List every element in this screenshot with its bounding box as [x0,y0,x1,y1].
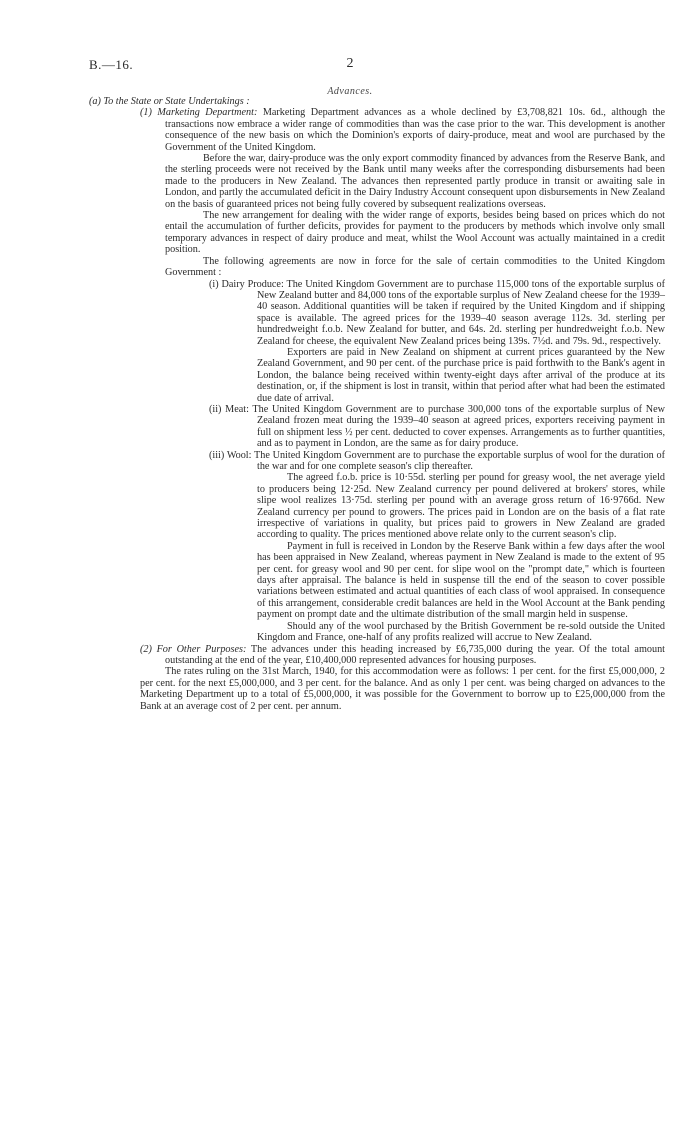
item-wool-resale: Should any of the wool purchased by the British Government be re-sold outside the United Kingdom and France, one-half of any profits realized will accrue to New Zealand. [257,620,665,644]
paragraph-marketing-department [89,107,665,153]
paragraph-rates: The rates ruling on the 31st March, 1940, for this accommodation were as follows: 1 per cent. for the first £5,000,000, 2 per cent. for the next £5,000,000, and 3 per cent. for the balance. And as only 1 per cent. was being charged on advances to the Marketing Department up to a total of £5,000,000, it was possible for the Government to borrow up to £25,000,000 from the Bank at an average cost of 2 per cent. per annum. [140,666,665,712]
paragraph-agreements-intro: The following agreements are now in force for the sale of certain commodities to the United Kingdom Government : [165,255,665,279]
item-dairy-produce-exporters: Exporters are paid in New Zealand on shipment at current prices guaranteed by the New Zealand Government, and 90 per cent. of the purchase price is paid forthwith to the Bank's agent in London, the balance being received within twenty-eight days after arrival of the produce at its destination, or, if the shipment is lost in transit, within that period after what had been the estimated due date of arrival. [257,346,665,404]
item-wool-price: The agreed f.o.b. price is 10·55d. sterling per pound for greasy wool, the net average yield to producers being 12·25d. New Zealand currency per pound delivered at brokers' stores, while slipe wool realizes 13·75d. sterling per pound with an average gross return of 16·9766d. New Zealand currency per pound to growers. The prices paid in London are on the basis of a flat rate irrespective of variations in quality, but prices paid to growers in New Zealand are graded according to quality. The prices mentioned above relate only to the current season's clip. [257,472,665,541]
page-number: 2 [346,56,354,71]
item-meat: (ii) Meat: The United Kingdom Government are to purchase 300,000 tons of the exportable surplus of New Zealand frozen meat during the 1939–40 season at agreed prices, exporters receiving payment in full on shipment less ½ per cent. deducted to cover expenses. Arrangements as to further quantities, and as to payment in London, are the same as for dairy produce. [209,403,665,450]
other-purposes-label: (2) For Other Purposes: [140,643,247,655]
item-wool: (iii) Wool: The United Kingdom Government are to purchase the exportable surplus of wool for the duration of the war and for one complete season's clip thereafter. [209,449,665,472]
item-dairy-produce: (i) Dairy Produce: The United Kingdom Government are to purchase 115,000 tons of the exportable surplus of New Zealand butter and 84,000 tons of the exportable surplus of New Zealand cheese for the 1939–40 season. Additional quantities will be taken if required by the United Kingdom and if shipping space is available. The agreed prices for the 1939–40 season average 112s. 3d. sterling per hundredweight f.o.b. New Zealand for butter, and 64s. 2d. sterling per hundredweight f.o.b. New Zealand for cheese, the equivalent New Zealand prices being 139s. 7½d. and 79s. 9d., respectively. [209,278,665,347]
other-purposes-text: The advances under this heading increased by £6,735,000 during the year. Of the total amount outstanding at the end of the year, £10,400,000 represented advances for housing purposes. [165,643,665,666]
subsection-heading-a: (a) To the State or State Undertakings : [89,96,250,107]
paragraph-before-war: Before the war, dairy-produce was the only export commodity financed by advances from the Reserve Bank, and the sterling proceeds were not received by the Bank until many weeks after the corresponding disbursements had been made to the producers in New Zealand. The advances then represented partly produce in transit or awaiting sale in London, and partly the accumulated deficit in the Dairy Industry Account consequent upon disbursements in New Zealand on the basis of guaranteed prices not being fully covered by subsequent realizations overseas. [165,153,665,210]
item-wool-payment: Payment in full is received in London by the Reserve Bank within a few days after the wool has been appraised in New Zealand, whereas payment in New Zealand is made to the extent of 95 per cent. for greasy wool and 90 per cent. for slipe wool on the "prompt date," which is fourteen days after appraisal. The balance is held in suspense till the end of the season to cover possible variations between estimated and actual quantities of each class of wool appraised. In consequence of this arrangement, considerable credit balances are held in the Wool Account at the Bank pending payment on prompt date and the ultimate distribution of the small margin held in suspense. [257,540,665,621]
paragraph-new-arrangement: The new arrangement for dealing with the wider range of exports, besides being based on prices which do not entail the accumulation of further deficits, provides for payment to the producers by methods which involve only small temporary advances in respect of dairy produce and meat, whilst the Wool Account was actually maintained in a credit position. [165,210,665,256]
paragraph-other-purposes [89,644,665,667]
document-body [89,96,665,712]
section-title: Advances. [327,86,373,97]
marketing-department-label: (1) Marketing Department: [140,107,258,119]
marketing-department-text: Marketing Department advances as a whole declined by £3,708,821 10s. 6d., although the transactions now embrace a wider range of commodities than was the case prior to the war. This development is another consequence of the new basis on which the Dominion's exports of dairy-produce, meat and wool are purchased by the Government of the United Kingdom. [165,107,665,153]
document-reference: B.—16. [89,57,134,72]
